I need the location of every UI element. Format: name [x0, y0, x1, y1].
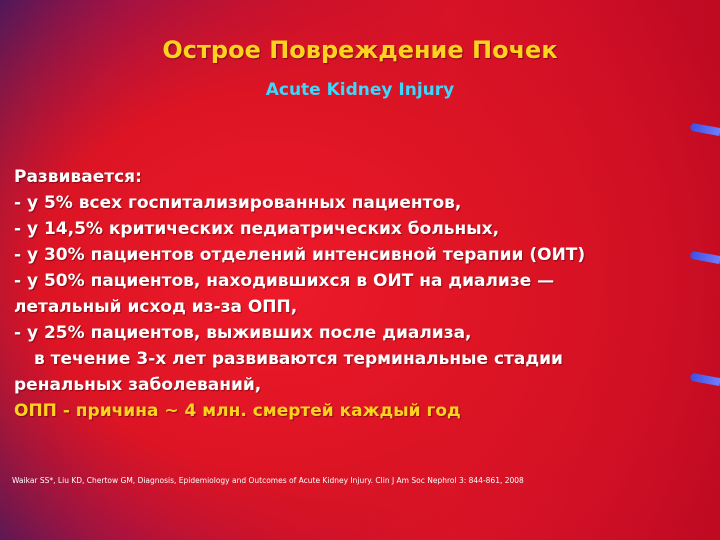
body-line: - у 50% пациентов, находившихся в ОИТ на диализе —: [14, 271, 555, 291]
body-line: в течение 3-х лет развиваются терминальные стадии: [34, 349, 563, 369]
body-line: - у 14,5% критических педиатрических больных,: [14, 219, 500, 239]
slide-title: Острое Повреждение Почек: [162, 36, 558, 64]
citation: Waikar SS*, Liu KD, Chertow GM, Diagnosis, Epidemiology and Outcomes of Acute Kidney Injury. Clin J Am Soc Nephrol 3: 844-861, 2008: [12, 476, 524, 485]
body-line: Развивается:: [14, 167, 142, 187]
body-line: - у 5% всех госпитализированных пациентов,: [14, 193, 462, 213]
slide-body: [14, 164, 714, 424]
body-line: - у 30% пациентов отделений интенсивной терапии (ОИТ): [14, 245, 586, 265]
slide-subtitle: [0, 80, 720, 100]
highlight-line: ОПП - причина ~ 4 млн. смертей каждый год: [14, 401, 461, 421]
blue-stripe-decoration: [690, 123, 720, 136]
body-line: - у 25% пациентов, выживших после диализа,: [14, 323, 472, 343]
subtitle-text: Acute Kidney Injury: [265, 80, 455, 100]
body-line: ренальных заболеваний,: [14, 375, 262, 395]
body-line: летальный исход из-за ОПП,: [14, 297, 298, 317]
